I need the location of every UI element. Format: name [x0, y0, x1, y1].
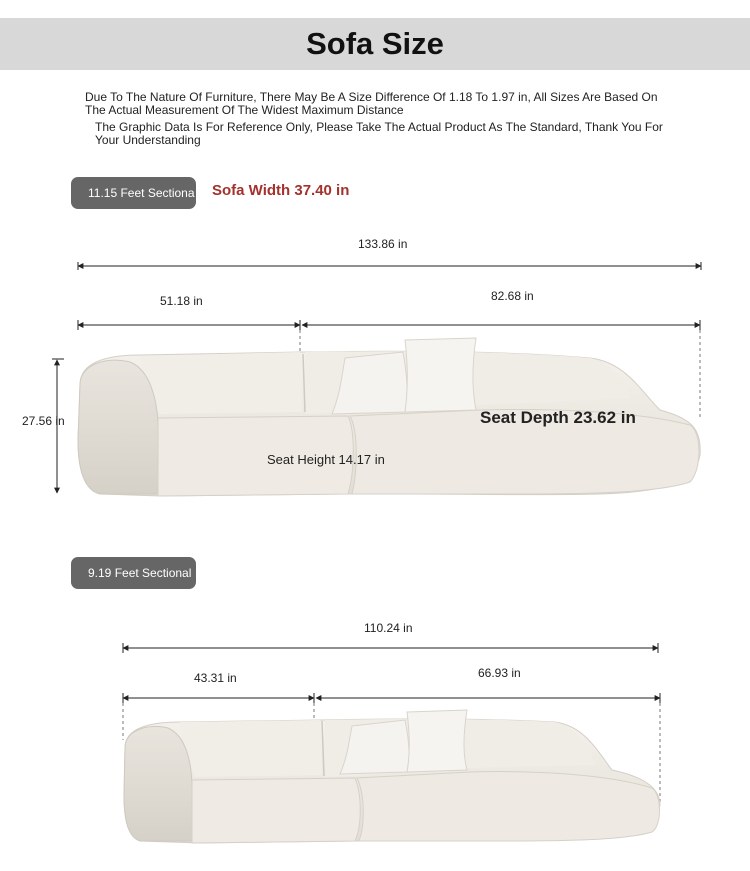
seat-height-label: Seat Height 14.17 in — [267, 452, 385, 467]
seat-depth-label: Seat Depth 23.62 in — [480, 408, 636, 427]
total-width-line-1 — [78, 262, 701, 270]
sofa-width-label: Sofa Width 37.40 in — [212, 182, 350, 199]
left-width-line-1 — [78, 320, 300, 355]
total-width-line-2 — [123, 643, 658, 653]
left-width-label-1: 51.18 in — [160, 294, 203, 308]
sectional-badge-large: 11.15 Feet Sectiona — [71, 177, 196, 209]
right-width-label-2: 66.93 in — [478, 666, 521, 680]
total-width-label-1: 133.86 in — [358, 237, 408, 251]
reference-note: The Graphic Data Is For Reference Only, Please Take The Actual Product As The Standard, Thank You For Your Understanding — [95, 120, 663, 147]
page-title: Sofa Size — [306, 26, 444, 61]
size-difference-note: Due To The Nature Of Furniture, There May Be A Size Difference Of 1.18 To 1.97 in, All Sizes Are Based On The Actual Measurement Of The Widest Maximum Distance — [85, 90, 658, 117]
sofa-image-small — [124, 710, 660, 843]
right-width-label-1: 82.68 in — [491, 289, 534, 303]
total-width-label-2: 110.24 in — [364, 621, 413, 635]
sectional-badge-small: 9.19 Feet Sectional — [71, 557, 196, 589]
left-width-label-2: 43.31 in — [194, 671, 237, 685]
height-label-1: 27.56 in — [22, 414, 65, 428]
